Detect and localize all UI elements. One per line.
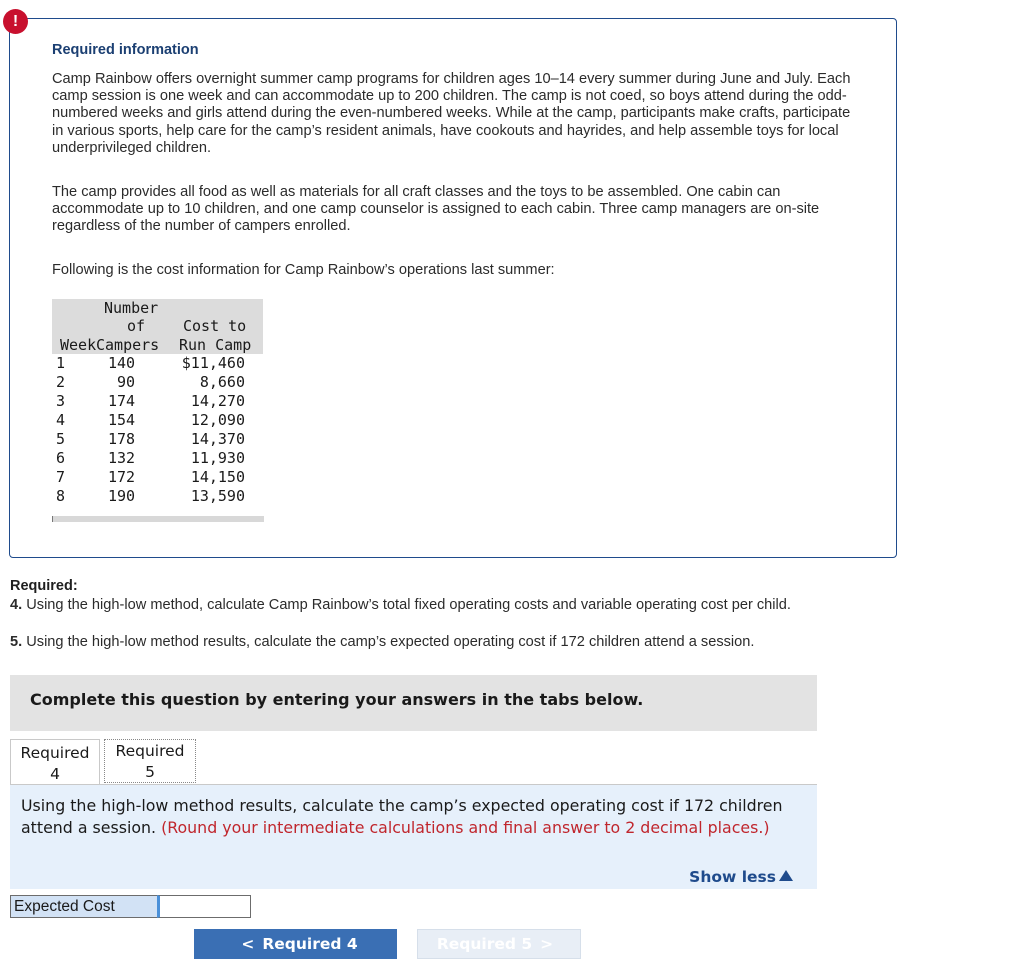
- required-item-5: [10, 634, 870, 651]
- header-run-camp: Run Camp: [179, 336, 252, 354]
- chevron-left-icon: <: [241, 935, 255, 953]
- cost-data-table: [52, 299, 263, 506]
- tab-required-4[interactable]: [10, 739, 100, 784]
- table-row: [52, 354, 263, 373]
- required-item-4-number: 4.: [10, 597, 23, 613]
- question-panel: [10, 785, 817, 889]
- cell-campers: 140: [108, 354, 136, 372]
- tab-label-line2: 5: [145, 763, 155, 781]
- expected-cost-label: Expected Cost: [10, 895, 158, 918]
- cell-cost: 14,150: [190, 468, 245, 486]
- cell-cost: 12,090: [190, 411, 245, 429]
- cell-campers: 178: [108, 430, 136, 448]
- chevron-right-icon: >: [540, 935, 554, 953]
- table-row: [52, 373, 263, 392]
- next-button-label: Required 5: [436, 935, 533, 953]
- panel-question: [21, 795, 801, 838]
- cell-cost: 11,930: [190, 449, 245, 467]
- prev-required-4-button[interactable]: [194, 929, 397, 959]
- cell-cost: 13,590: [190, 487, 245, 505]
- tab-required-5[interactable]: [104, 739, 196, 783]
- tab-label-line2: 4: [50, 765, 60, 783]
- info-paragraph-3: Following is the cost information for Camp Rainbow’s operations last summer:: [52, 262, 555, 278]
- tab-label-line1: Required: [115, 742, 185, 760]
- cell-week: 4: [56, 411, 66, 429]
- rounding-hint: (Round your intermediate calculations and final answer to 2 decimal places.): [161, 817, 770, 837]
- table-row: [52, 468, 263, 487]
- info-paragraph-2: The camp provides all food as well as materials for all craft classes and the toys to be assembled. One cabin can accommodate up to 10 children, and one camp counselor is assigned to each cabin. Three camp managers are on-site regardless of the number of campers enrolled.: [52, 184, 820, 235]
- required-item-5-text: Using the high-low method results, calculate the camp’s expected operating cost if 172 children attend a session.: [22, 634, 755, 650]
- cell-week: 3: [56, 392, 66, 410]
- panel-question-text: Using the high-low method results, calculate the camp’s expected operating cost if 172 children attend a session.: [21, 796, 783, 837]
- show-less-toggle[interactable]: [689, 868, 793, 886]
- table-row: [52, 392, 263, 411]
- header-number: Number: [104, 299, 159, 317]
- required-label: Required:: [10, 578, 78, 594]
- required-item-4: [10, 597, 870, 614]
- triangle-up-icon: [779, 870, 793, 881]
- table-header: [52, 299, 263, 354]
- instructions-banner: [10, 675, 817, 731]
- cell-week: 8: [56, 487, 66, 505]
- info-paragraph-1: Camp Rainbow offers overnight summer camp programs for children ages 10–14 every summer during June and July. Each camp session is one week and can accommodate up to 200 children. The camp is not coed, so boys attend during the odd-numbered weeks and girls attend during the even-numbered weeks. While at the camp, participants make crafts, participate in various sports, help care for the camp’s resident animals, have cookouts and hayrides, and help assemble toys for local underprivileged children.: [52, 71, 851, 156]
- cell-campers: 174: [108, 392, 136, 410]
- cell-campers: 132: [108, 449, 136, 467]
- cell-cost: $11,460: [181, 354, 245, 372]
- table-row: [52, 430, 263, 449]
- next-required-5-button: [417, 929, 581, 959]
- cell-week: 5: [56, 430, 66, 448]
- cell-campers: 172: [108, 468, 136, 486]
- cell-week: 6: [56, 449, 66, 467]
- required-item-5-number: 5.: [10, 634, 23, 650]
- prev-button-label: Required 4: [262, 935, 358, 953]
- tab-label-line1: Required: [20, 744, 90, 762]
- cell-week: 7: [56, 468, 66, 486]
- header-cost-to: Cost to: [183, 317, 247, 335]
- info-title: Required information: [52, 42, 199, 58]
- alert-icon: !: [3, 9, 28, 34]
- header-week: Week: [60, 336, 97, 354]
- table-row: [52, 487, 263, 506]
- show-less-label: Show less: [689, 868, 776, 886]
- cell-cost: 8,660: [199, 373, 245, 391]
- cell-campers: 190: [108, 487, 136, 505]
- table-row: [52, 411, 263, 430]
- header-of: of: [127, 317, 146, 335]
- expected-cost-input[interactable]: [157, 895, 251, 918]
- required-item-4-text: Using the high-low method, calculate Camp Rainbow’s total fixed operating costs and variable operating cost per child.: [22, 597, 791, 613]
- table-row: [52, 449, 263, 468]
- table-footer-rule: [52, 516, 264, 522]
- banner-text: Complete this question by entering your answers in the tabs below.: [30, 690, 644, 709]
- cell-cost: 14,270: [190, 392, 245, 410]
- cell-campers: 154: [108, 411, 136, 429]
- header-campers: Campers: [96, 336, 160, 354]
- cell-week: 2: [56, 373, 66, 391]
- cell-cost: 14,370: [190, 430, 245, 448]
- cell-week: 1: [56, 354, 66, 372]
- cell-campers: 90: [117, 373, 136, 391]
